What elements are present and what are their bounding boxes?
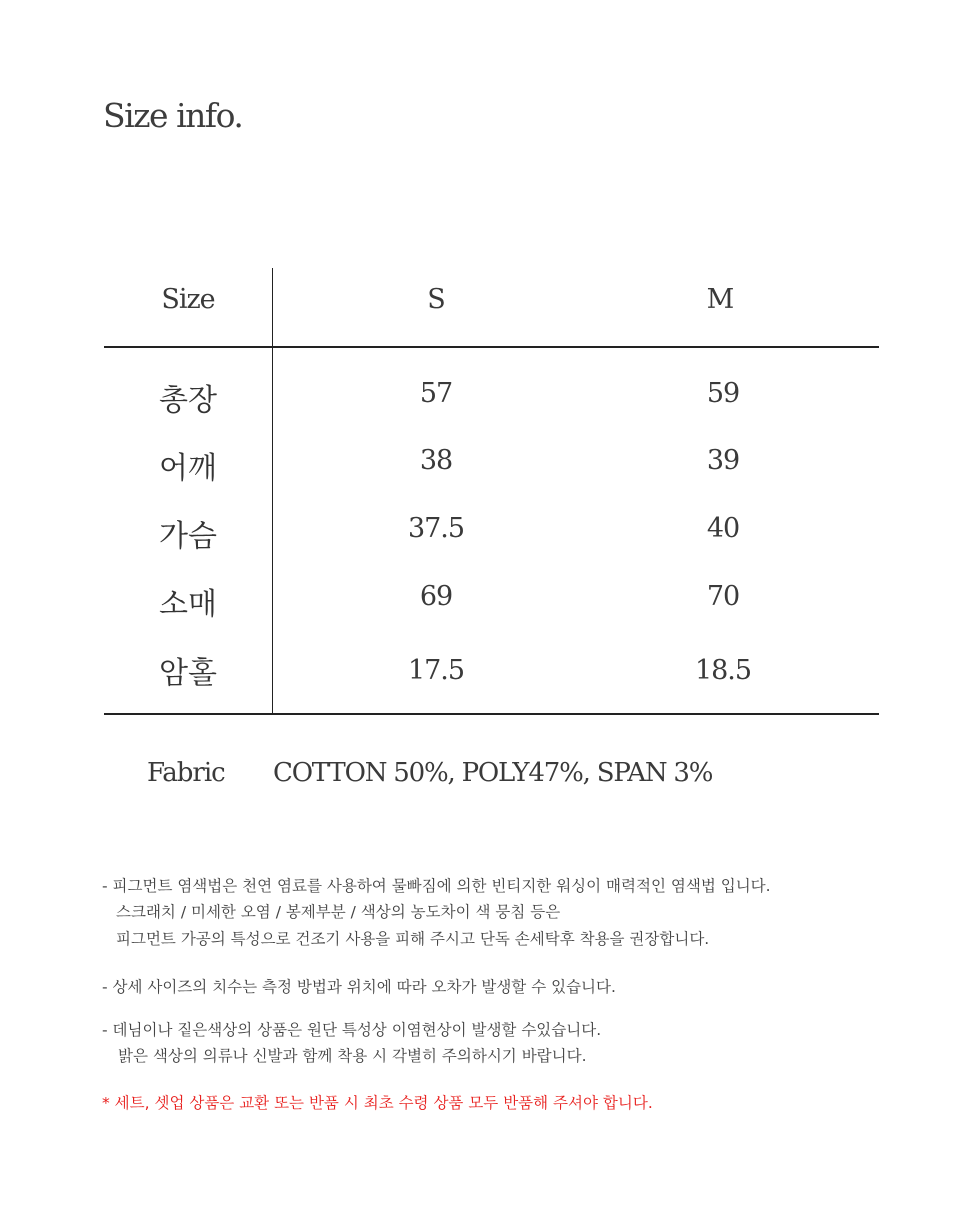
row-label-sleeve: 소매	[159, 587, 217, 622]
value-sleeve-m: 70	[706, 581, 740, 612]
table-vertical-divider	[272, 268, 273, 715]
note-line: 스크래치 / 미세한 오염 / 봉제부분 / 색상의 농도차이 색 뭉침 등은	[116, 903, 561, 921]
value-shoulder-s: 38	[419, 445, 453, 476]
note-line: - 피그먼트 염색법은 천연 염료를 사용하여 물빠짐에 의한 빈티지한 워싱이 매력적인 염색법 입니다.	[102, 877, 771, 895]
size-header-m: M	[706, 284, 734, 315]
fabric-label: Fabric	[147, 758, 225, 788]
table-header-rule	[104, 346, 879, 348]
warning-note: * 세트, 셋업 상품은 교환 또는 반품 시 최초 수령 상품 모두 반품해 주셔야 합니다.	[102, 1094, 653, 1112]
value-chest-s: 37.5	[407, 513, 465, 544]
note-line: - 데님이나 짙은색상의 상품은 원단 특성상 이염현상이 발생할 수있습니다.	[102, 1021, 602, 1039]
value-armhole-m: 18.5	[694, 655, 752, 686]
value-armhole-s: 17.5	[407, 655, 465, 686]
value-total-length-m: 59	[706, 378, 740, 409]
page-title: Size info.	[103, 96, 243, 135]
value-chest-m: 40	[706, 513, 740, 544]
size-header-s: S	[427, 284, 445, 315]
row-label-total-length: 총장	[159, 383, 217, 418]
row-label-armhole: 암홀	[159, 656, 217, 691]
value-total-length-s: 57	[419, 378, 453, 409]
note-line: 밝은 색상의 의류나 신발과 함께 착용 시 각별히 주의하시기 바랍니다.	[118, 1047, 587, 1065]
fabric-value: COTTON 50%, POLY47%, SPAN 3%	[273, 758, 713, 788]
row-label-shoulder: 어깨	[159, 451, 217, 486]
table-bottom-rule	[104, 713, 879, 715]
note-line: 피그먼트 가공의 특성으로 건조기 사용을 피해 주시고 단독 손세탁후 착용을 권장합니다.	[116, 930, 710, 948]
note-line: - 상세 사이즈의 치수는 측정 방법과 위치에 따라 오차가 발생할 수 있습니다.	[102, 978, 616, 996]
value-sleeve-s: 69	[419, 581, 453, 612]
value-shoulder-m: 39	[706, 445, 740, 476]
row-label-chest: 가슴	[159, 519, 217, 554]
size-table	[104, 268, 879, 715]
size-header-label: Size	[161, 284, 215, 315]
